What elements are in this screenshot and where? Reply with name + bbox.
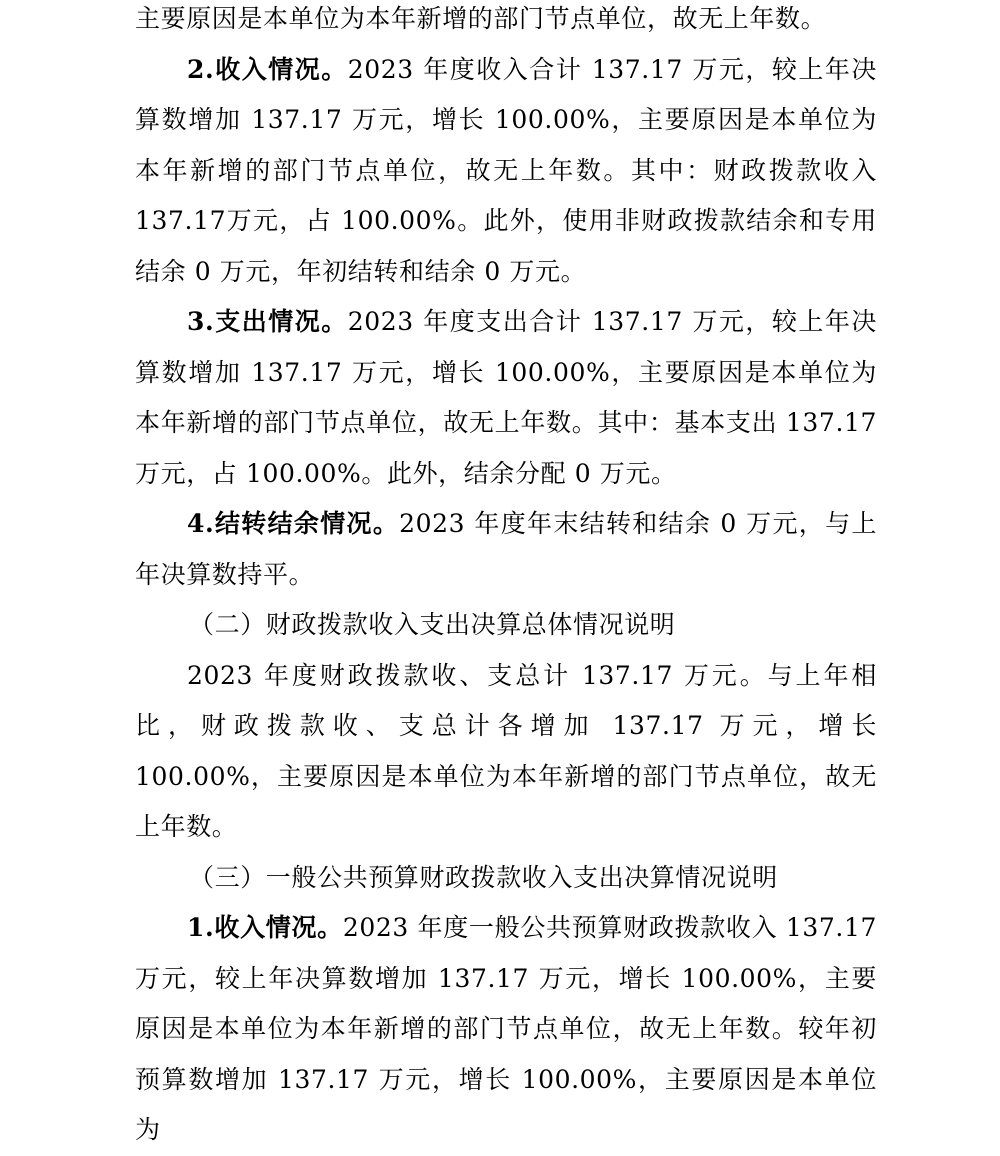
paragraph-text: 2023 年度年末结转和结余 0 万元，与上年决算数持平。 — [135, 509, 877, 589]
paragraph-income — [135, 45, 877, 298]
paragraph-text: 2023 年度支出合计 137.17 万元，较上年决算数增加 137.17 万元，增长 100.00%，主要原因是本单位为本年新增的部门节点单位，故无上年数。其中：基本支出 137.17 万元，占 100.00%。此外，结余分配 0 万元。 — [135, 307, 877, 488]
section-heading-2: （二）财政拨款收入支出决算总体情况说明 — [189, 610, 676, 639]
paragraph-general-budget-income — [135, 903, 877, 1156]
paragraph-fiscal-total — [135, 651, 877, 853]
paragraph-expenditure — [135, 297, 877, 499]
paragraph-continuation — [135, 0, 877, 45]
section-heading-3: （三）一般公共预算财政拨款收入支出决算情况说明 — [189, 862, 778, 892]
paragraph-text: 2023 年度财政拨款收、支总计 137.17 万元。与上年相比，财政拨款收、支总计各增加 137.17 万元，增长 100.00%，主要原因是本单位为本年新增的部门节点单位，故无上年数。 — [135, 660, 877, 841]
paragraph-lead: 3.支出情况。 — [187, 307, 348, 336]
paragraph-text: 2023 年度一般公共预算财政拨款收入 137.17 万元，较上年决算数增加 137.17 万元，增长 100.00%，主要原因是本单位为本年新增的部门节点单位，故无上年数。较年初预算数增加 137.17 万元，增长 100.00%，主要原因是本单位为 — [135, 913, 877, 1144]
paragraph-lead: 1.收入情况。 — [187, 913, 343, 942]
document-page — [135, 0, 877, 1156]
paragraph-lead: 2.收入情况。 — [187, 54, 348, 84]
paragraph-carryover — [135, 499, 877, 600]
paragraph-text: 2023 年度收入合计 137.17 万元，较上年决算数增加 137.17 万元，增长 100.00%，主要原因是本单位为本年新增的部门节点单位，故无上年数。其中：财政拨款收入 137.17万元，占 100.00%。此外，使用非财政拨款结余和专用结余 0 万元，年初结转和结余 0 万元。 — [135, 54, 877, 286]
paragraph-text: 主要原因是本单位为本年新增的部门节点单位，故无上年数。 — [135, 4, 827, 33]
paragraph-lead: 4.结转结余情况。 — [187, 509, 400, 538]
